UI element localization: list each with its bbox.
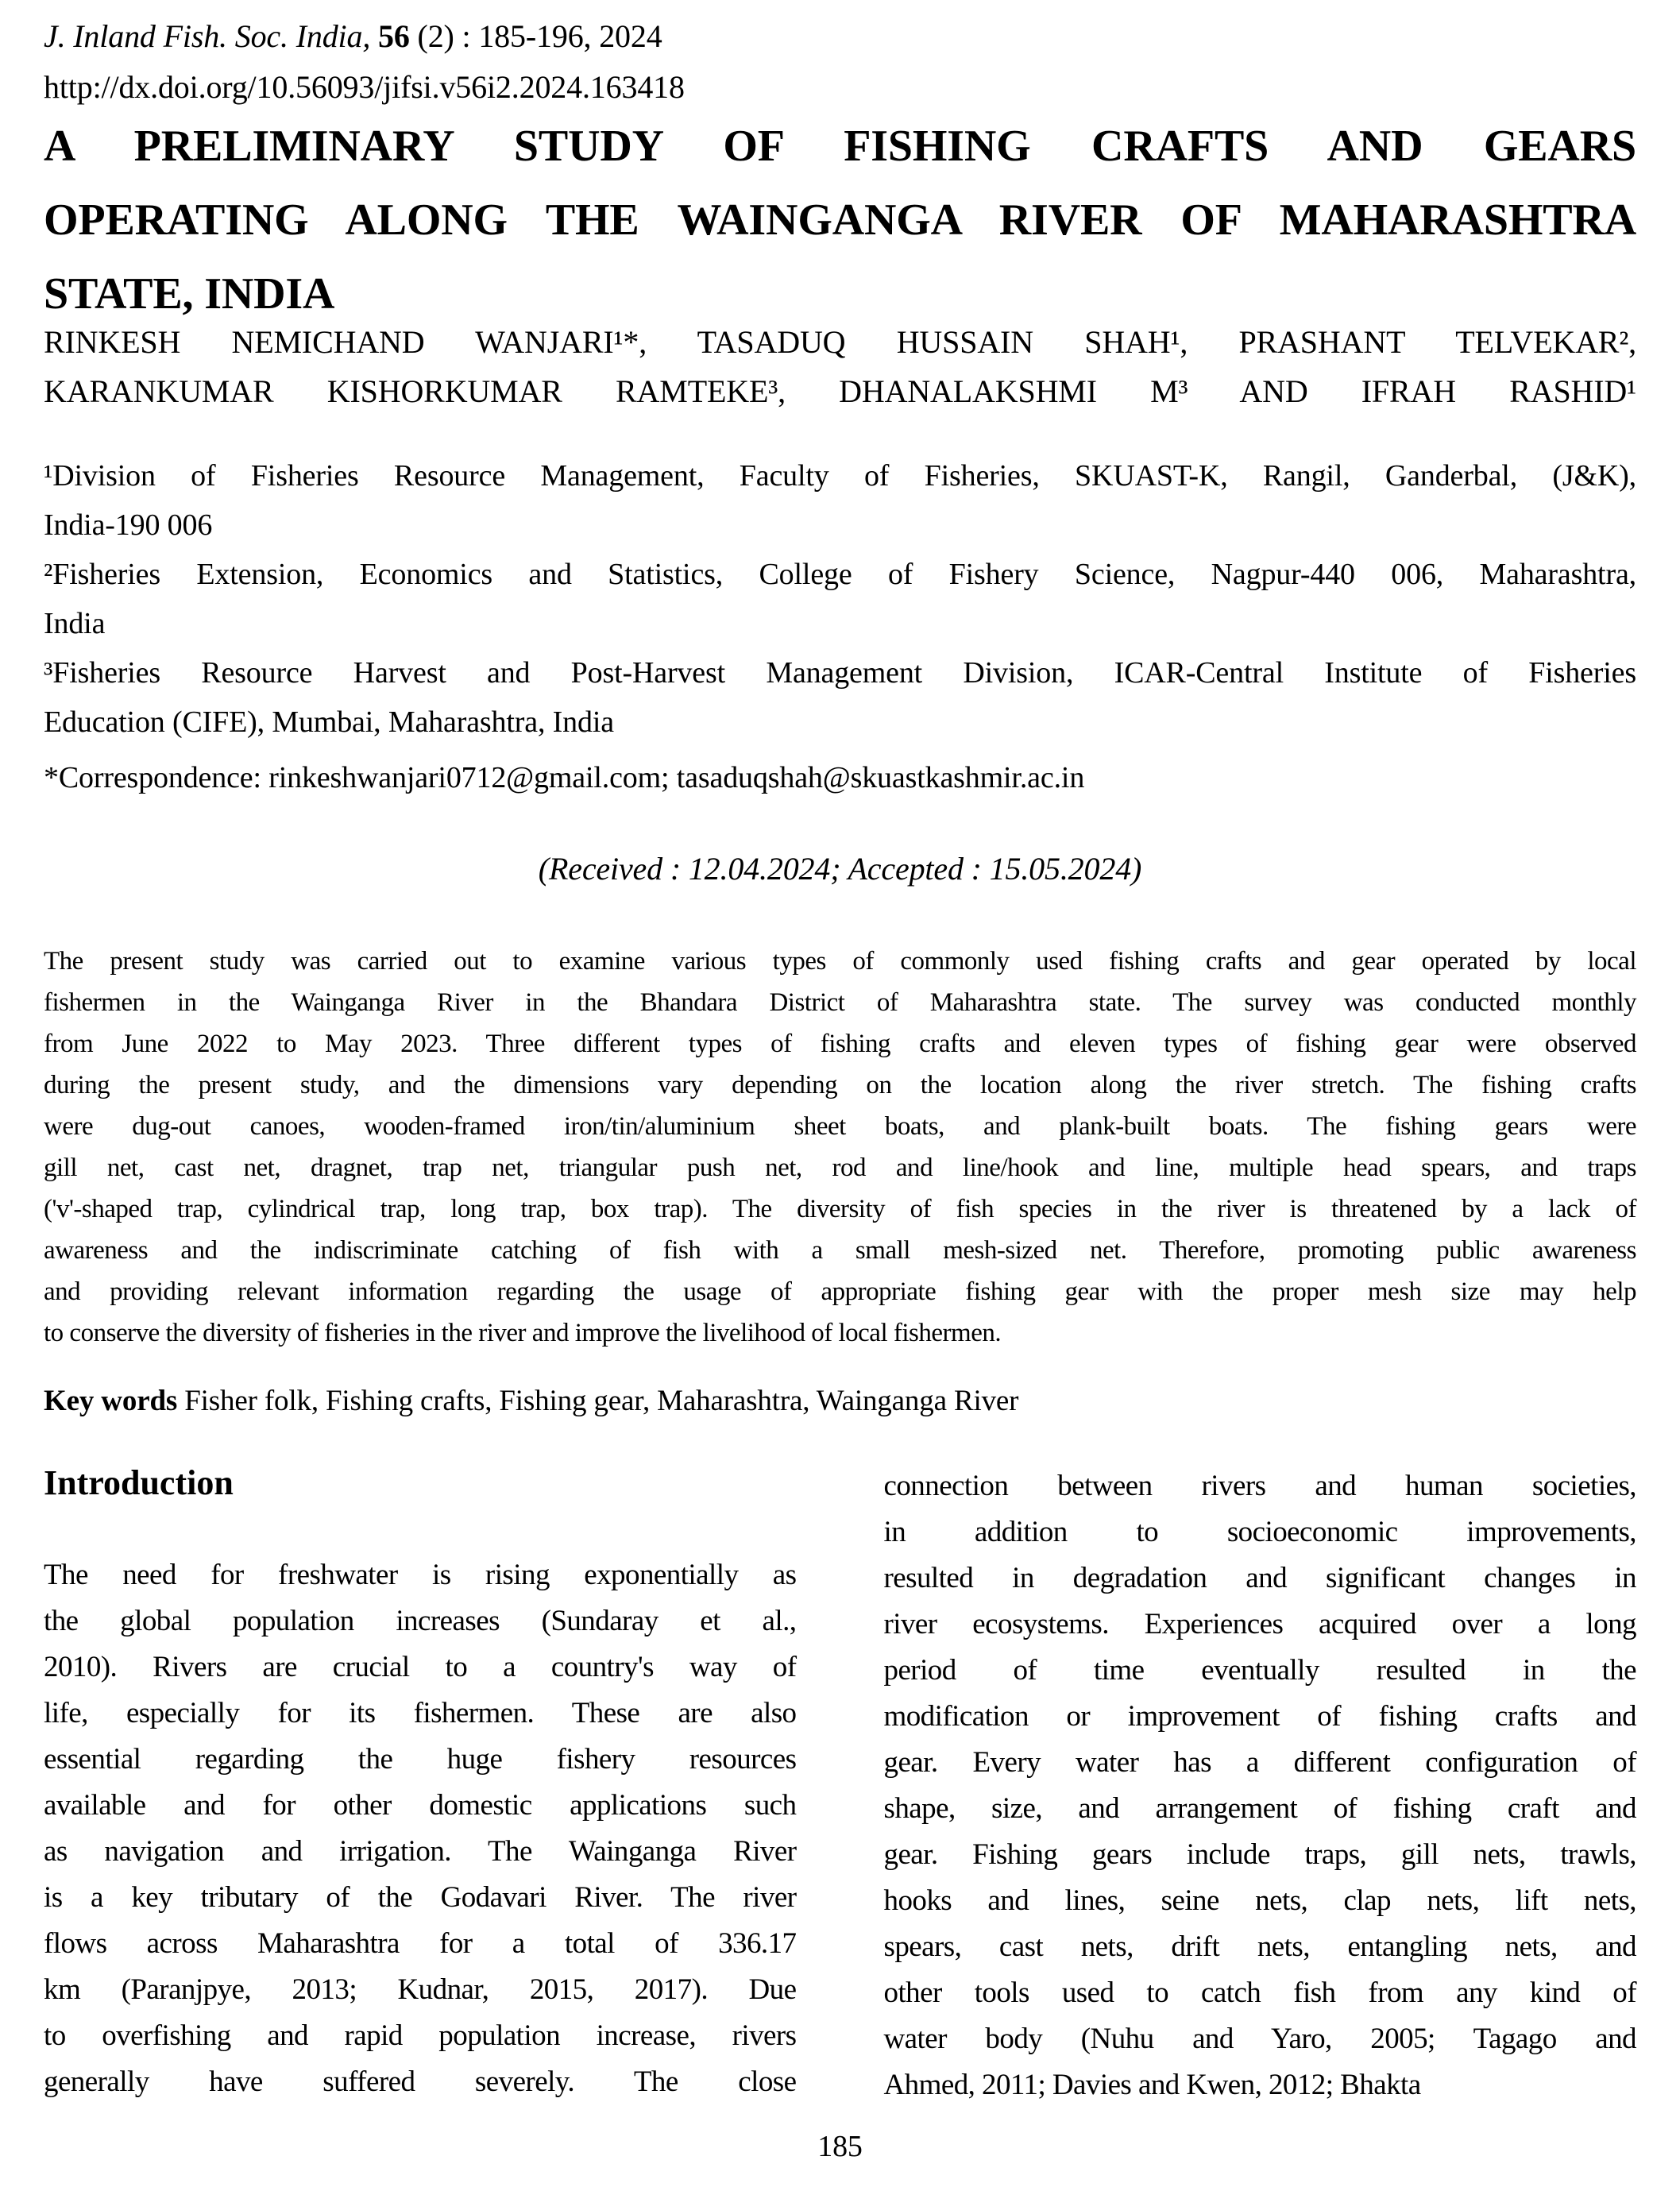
left-column xyxy=(44,1463,797,2108)
affiliation-3: ³Fisheries Resource Harvest and Post-Harvest Management Division, ICAR-Central Institute of Fisheries Education (CIFE), Mumbai, Maharashtra, India xyxy=(44,656,1636,739)
received-accepted-line: (Received : 12.04.2024; Accepted : 15.05.2024) xyxy=(538,851,1142,887)
journal-name: J. Inland Fish. Soc. India, xyxy=(44,18,379,54)
abstract-text: The present study was carried out to examine various types of commonly used fishing crafts and gear operated by local fishermen in the Wainganga River in the Bhandara District of Maharashtra state. The survey was conducted monthly from June 2022 to May 2023. Three different types of fishing crafts and eleven types of fishing gear were observed during the present study, and the dimensions vary depending on the location along the river stretch. The fishing crafts were dug-out canoes, wooden-framed iron/tin/aluminium sheet boats, and plank-built boats. The fishing gears were gill net, cast net, dragnet, trap net, triangular push net, rod and line/hook and line, multiple head spears, and traps ('v'-shaped trap, cylindrical trap, long trap, box trap). The diversity of fish species in the river is threatened by a lack of awareness and the indiscriminate catching of fish with a small mesh-sized net. Therefore, promoting public awareness and providing relevant information regarding the usage of appropriate fishing gear with the proper mesh size may help to conserve the diversity of fisheries in the river and improve the livelihood of local fishermen. xyxy=(44,947,1636,1347)
body-columns xyxy=(44,1463,1636,2108)
keywords-label: Key words xyxy=(44,1385,178,1417)
introduction-heading: Introduction xyxy=(44,1463,234,1502)
right-column xyxy=(884,1463,1637,2108)
authors-line: RINKESH NEMICHAND WANJARI¹*, TASADUQ HUSSAIN SHAH¹, PRASHANT TELVEKAR², KARANKUMAR KISHORKUMAR RAMTEKE³, DHANALAKSHMI M³ AND IFRAH RASHID¹ xyxy=(44,324,1636,409)
keywords-line xyxy=(44,1381,1636,1422)
affiliation-1: ¹Division of Fisheries Resource Management, Faculty of Fisheries, SKUAST-K, Rangil, Ganderbal, (J&K), India-190 006 xyxy=(44,459,1636,542)
page-number: 185 xyxy=(817,2130,863,2163)
affiliations-section xyxy=(44,451,1636,747)
paper-title: A PRELIMINARY STUDY OF FISHING CRAFTS AND GEARS OPERATING ALONG THE WAINGANGA RIVER OF MAHARASHTRA STATE, INDIA xyxy=(44,122,1636,319)
keywords-list: Fisher folk, Fishing crafts, Fishing gear, Maharashtra, Wainganga River xyxy=(177,1385,1019,1417)
journal-issue-pages: (2) : 185-196, 2024 xyxy=(409,18,662,54)
journal-reference xyxy=(44,13,1636,60)
introduction-paragraph-left: The need for freshwater is rising exponentially as the global population increases (Sundaray et al., 2010). Rivers are crucial to a country's way of life, especially for its fishermen. These are also essential regarding the huge fishery resources available and for other domestic applications such as navigation and irrigation. The Wainganga River is a key tributary of the Godavari River. The river flows across Maharashtra for a total of 336.17 km (Paranjpye, 2013; Kudnar, 2015, 2017). Due to overfishing and rapid population increase, rivers generally have suffered severely. The close xyxy=(44,1559,797,2098)
affiliation-2: ²Fisheries Extension, Economics and Statistics, College of Fishery Science, Nagpur-440 006, Maharashtra, India xyxy=(44,558,1636,640)
journal-volume: 56 xyxy=(378,18,410,54)
introduction-paragraph-right: connection between rivers and human societies, in addition to socioeconomic improvements, resulted in degradation and significant changes in river ecosystems. Experiences acquired over a long period of time eventually resulted in the modification or improvement of fishing crafts and gear. Every water has a different configuration of shape, size, and arrangement of fishing craft and gear. Fishing gears include traps, gill nets, trawls, hooks and lines, seine nets, clap nets, lift nets, spears, cast nets, drift nets, entangling nets, and other tools used to catch fish from any kind of water body (Nuhu and Yaro, 2005; Tagago and Ahmed, 2011; Davies and Kwen, 2012; Bhakta xyxy=(883,1470,1636,2101)
correspondence-line: *Correspondence: rinkeshwanjari0712@gmail.com; tasaduqshah@skuastkashmir.ac.in xyxy=(44,761,1085,794)
doi-line: http://dx.doi.org/10.56093/jifsi.v56i2.2024.163418 xyxy=(44,69,685,105)
